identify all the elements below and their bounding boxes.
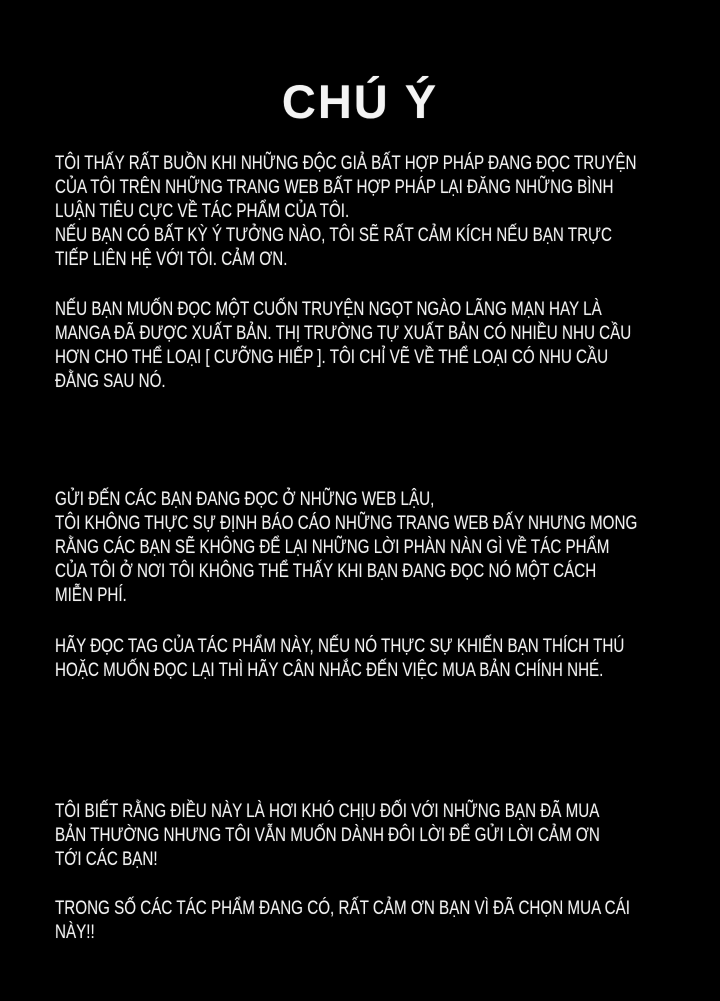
notice-line: HOẶC MUỐN ĐỌC LẠI THÌ HÃY CÂN NHẮC ĐẾN VIỆC MUA BẢN CHÍNH NHÉ. [55,660,604,681]
notice-line: TÔI THẤY RẤT BUỒN KHI NHỮNG ĐỘC GIẢ BẤT HỢP PHÁP ĐANG ĐỌC TRUYỆN [55,153,637,174]
notice-paragraph-sad-about-illegal-readers [55,152,720,272]
notice-line: TÔI BIẾT RẰNG ĐIỀU NÀY LÀ HƠI KHÓ CHỊU ĐỐI VỚI NHỮNG BẠN ĐÃ MUA [55,801,600,822]
notice-paragraph-read-tags-buy-original [55,635,720,683]
notice-line: MANGA ĐÃ ĐƯỢC XUẤT BẢN. THỊ TRƯỜNG TỰ XUẤT BẢN CÓ NHIỀU NHU CẦU [55,323,632,344]
page-title: CHÚ Ý [281,75,439,128]
notice-paragraph-genre-market [55,298,720,394]
notice-line: LUẬN TIÊU CỰC VỀ TÁC PHẨM CỦA TÔI. [55,201,350,222]
notice-line: TRONG SỐ CÁC TÁC PHẨM ĐANG CÓ, RẤT CẢM ƠN BẠN VÌ ĐÃ CHỌN MUA CÁI [55,898,630,919]
notice-line: NẾU BẠN CÓ BẤT KỲ Ý TƯỞNG NÀO, TÔI SẼ RẤT CẢM KÍCH NẾU BẠN TRỰC [55,225,613,246]
notice-line: TỚI CÁC BẠN! [55,849,158,870]
notice-line: HÃY ĐỌC TAG CỦA TÁC PHẨM NÀY, NẾU NÓ THỰC SỰ KHIẾN BẠN THÍCH THÚ [55,636,625,657]
notice-line: TÔI KHÔNG THỰC SỰ ĐỊNH BÁO CÁO NHỮNG TRANG WEB ĐẤY NHƯNG MONG [55,513,638,534]
notice-line: ĐẰNG SAU NÓ. [55,371,166,392]
notice-line: HƠN CHO THỂ LOẠI [ CƯỠNG HIẾP ]. TÔI CHỈ VẼ VỀ THỂ LOẠI CÓ NHU CẦU [55,347,609,368]
notice-line: BẢN THƯỜNG NHƯNG TÔI VẪN MUỐN DÀNH ĐÔI LỜI ĐỂ GỬI LỜI CẢM ƠN [55,825,600,846]
notice-paragraph-to-pirate-site-readers [55,488,720,608]
notice-paragraph-thanks-to-buyers [55,800,720,872]
notice-line: CỦA TÔI Ở NƠI TÔI KHÔNG THỂ THẤY KHI BẠN ĐANG ĐỌC NÓ MỘT CÁCH [55,561,597,582]
notice-line: TIẾP LIÊN HỆ VỚI TÔI. CẢM ƠN. [55,249,288,270]
notice-line: CỦA TÔI TRÊN NHỮNG TRANG WEB BẤT HỢP PHÁP LẠI ĐĂNG NHỮNG BÌNH [55,177,614,198]
notice-line: GỬI ĐẾN CÁC BẠN ĐANG ĐỌC Ở NHỮNG WEB LẬU, [55,489,435,510]
notice-line: RẰNG CÁC BẠN SẼ KHÔNG ĐỂ LẠI NHỮNG LỜI PHÀN NÀN GÌ VỀ TÁC PHẨM [55,537,610,558]
notice-line: NÀY!! [55,922,95,943]
notice-paragraph-thanks-for-purchase [55,897,720,945]
notice-line: NẾU BẠN MUỐN ĐỌC MỘT CUỐN TRUYỆN NGỌT NGÀO LÃNG MẠN HAY LÀ [55,299,602,320]
notice-line: MIỄN PHÍ. [55,585,127,606]
